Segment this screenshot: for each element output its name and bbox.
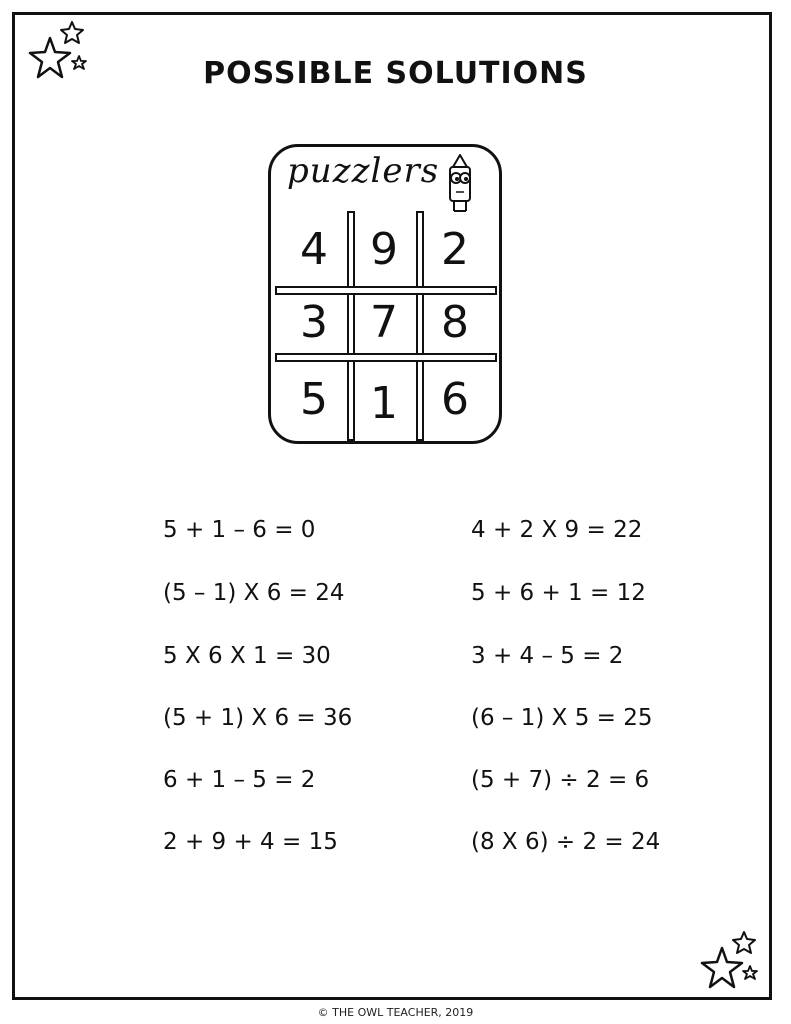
solution-equation: 5 + 1 – 6 = 0	[163, 517, 316, 543]
solution-equation: (5 – 1) X 6 = 24	[163, 580, 345, 606]
solution-equation: (6 – 1) X 5 = 25	[471, 705, 653, 731]
puzzle-card	[268, 144, 502, 444]
solution-equation: 6 + 1 – 5 = 2	[163, 767, 316, 793]
solution-equation: 5 X 6 X 1 = 30	[163, 643, 331, 669]
grid-cell: 6	[441, 374, 469, 425]
grid-cell: 3	[300, 297, 328, 348]
grid-cell: 1	[370, 378, 398, 429]
solution-equation: 4 + 2 X 9 = 22	[471, 517, 643, 543]
grid-cell: 7	[370, 297, 398, 348]
pencil-mascot-icon	[441, 153, 479, 215]
grid-cell: 2	[441, 224, 469, 275]
solution-equation: (5 + 1) X 6 = 36	[163, 705, 353, 731]
solution-equation: (8 X 6) ÷ 2 = 24	[471, 829, 661, 855]
grid-cell: 8	[441, 297, 469, 348]
stars-icon	[700, 930, 766, 996]
page-title: POSSIBLE SOLUTIONS	[203, 56, 588, 91]
grid-cell: 5	[300, 374, 328, 425]
grid-cell: 9	[370, 224, 398, 275]
puzzlers-logo: puzzlers	[287, 151, 440, 191]
solution-equation: 3 + 4 – 5 = 2	[471, 643, 624, 669]
grid-cell: 4	[300, 224, 328, 275]
copyright-footer: © THE OWL TEACHER, 2019	[317, 1006, 474, 1019]
solution-equation: 5 + 6 + 1 = 12	[471, 580, 646, 606]
solution-equation: 2 + 9 + 4 = 15	[163, 829, 338, 855]
solution-equation: (5 + 7) ÷ 2 = 6	[471, 767, 650, 793]
